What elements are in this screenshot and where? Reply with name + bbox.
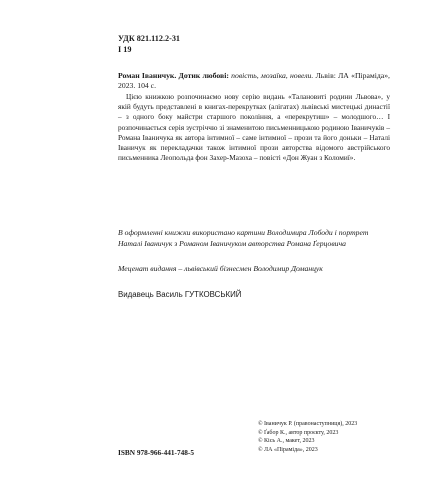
- copyright-line: © Ґабор К., автор проєкту, 2023: [258, 429, 339, 436]
- bibliographic-description: [118, 71, 390, 92]
- isbn: ISBN 978-966-441-748-5: [118, 448, 195, 457]
- genres: повість, мозаїка, новели.: [231, 71, 314, 80]
- patron-note: Меценат видання – львівський бізнесмен Володимир Доманцук: [118, 264, 323, 273]
- design-note: В оформленні книжки використано картини Володимира Лободи і портрет Наталі Іваничук з Романом Іваничуком авторства Романа Ґерцовича: [118, 228, 369, 249]
- author-title: Роман Іваничук. Дотик любові: [118, 71, 227, 80]
- copyright-block: [258, 420, 357, 455]
- abstract-paragraph: Цією книжкою розпочинаємо нову серію видань «Талановиті родини Львова», у якій будуть представлені в книгах-перекрутках (алігатах) львівські мистецькі династії – з одного боку майстри старшого покоління, а «перекрутиш» – молодшого… І розпочинається серія зустріччю зі знаменитою письменницькою родиною Іваничуків – Романа Іваничука як автора інтимної – саме інтимної – прози та його доньки – Наталі Іваничук як перекладачки також інтимної прози авторства відомого австрійського письменника Леопольда фон Захер-Мазоха – повісті «Дон Жуан з Коломиї».: [118, 92, 390, 163]
- udk-code: УДК 821.112.2-31: [118, 34, 181, 43]
- copyright-line: © Кісь А., макет, 2023: [258, 438, 315, 445]
- publisher-line: Видавець Василь ГУТКОВСЬКИЙ: [118, 290, 242, 299]
- title-separator: :: [226, 71, 232, 80]
- copyright-line: © Іваничук Р. (правонаступниця), 2023: [258, 421, 358, 427]
- imprint: Львів: ЛА «Піраміда», 2023. 104 с.: [118, 71, 390, 91]
- copyright-line: © ЛА «Піраміда», 2023: [258, 447, 318, 454]
- author-mark: І 19: [118, 45, 132, 54]
